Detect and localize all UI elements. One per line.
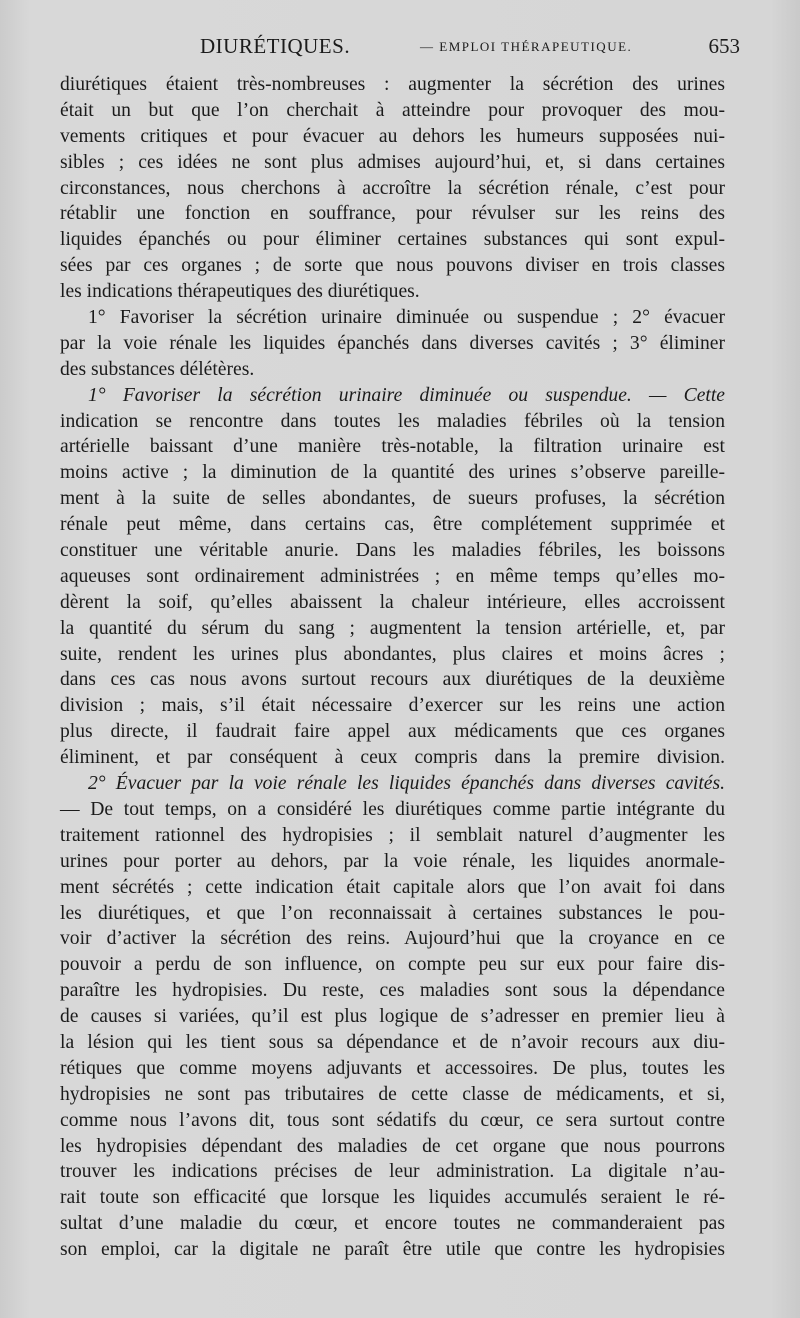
text-line: comme nous l’avons dit, tous sont sédatifs du cœur, ce sera surtout contre [60,1109,725,1131]
text-line: ment sécrétés ; cette indication était capitale alors que l’on avait foi dans [60,876,725,898]
text-line: était un but que l’on cherchait à atteindre pour provoquer des mou- [60,99,725,121]
text-line: indication se rencontre dans toutes les maladies fébriles où la tension [60,410,725,432]
text-line: diurétiques étaient très-nombreuses : augmenter la sécrétion des urines [60,74,725,95]
page-number: 653 [708,34,740,58]
running-title: DIURÉTIQUES. [200,34,351,58]
text-line: plus directe, il faudrait faire appel aux médicaments que ces organes [60,721,725,743]
text-line: hydropisies ne sont pas tributaires de cette classe de médicaments, et si, [60,1083,725,1105]
text-line: paraître les hydropisies. Du reste, ces maladies sont sous la dépendance [60,980,725,1002]
text-line: rétiques que comme moyens adjuvants et accessoires. De plus, toutes les [60,1057,725,1079]
text-line: constituer une véritable anurie. Dans les maladies fébriles, les boissons [60,540,725,562]
text-line: division ; mais, s’il était nécessaire d’exercer sur les reins une action [60,695,725,717]
text-line: rétablir une fonction en souffrance, pour révulser sur les reins des [60,203,725,225]
text-line: circonstances, nous cherchons à accroître la sécrétion rénale, c’est pour [60,177,725,199]
text-line: sultat d’une maladie du cœur, et encore toutes ne commanderaient pas [60,1213,725,1235]
text-line: suite, rendent les urines plus abondantes, plus claires et moins âcres ; [60,643,725,665]
text-line: — De tout temps, on a considéré les diurétiques comme partie intégrante du [60,798,725,820]
text-line: sibles ; ces idées ne sont plus admises aujourd’hui, et, si dans certaines [60,151,725,173]
text-line: les indications thérapeutiques des diurétiques. [60,281,420,303]
running-subtitle: — EMPLOI THÉRAPEUTIQUE. [420,39,633,54]
text-line: liquides épanchés ou pour éliminer certaines substances qui sont expul- [60,229,725,251]
running-header [60,34,740,64]
text-line: la lésion qui les tient sous sa dépendance et de n’avoir recours aux diu- [60,1031,725,1053]
text-line: rait toute son efficacité que lorsque les liquides accumulés seraient le ré- [60,1187,725,1209]
section-heading-1: 1° Favoriser la sécrétion urinaire diminuée ou suspendue. — Cette [88,384,725,406]
text-line: moins active ; la diminution de la quantité des urines s’observe pareille- [60,462,725,484]
text-line: de causes si variées, qu’il est plus logique de s’adresser en premier lieu à [60,1006,725,1028]
text-line: dèrent la soif, qu’elles abaissent la chaleur intérieure, elles accroissent [60,591,725,613]
text-line: son emploi, car la digitale ne paraît être utile que contre les hydropisies [60,1239,725,1261]
text-line: des substances délétères. [60,358,255,380]
text-line: aqueuses sont ordinairement administrées ; en même temps qu’elles mo- [60,565,725,587]
text-line: urines pour porter au dehors, par la voie rénale, les liquides anormale- [60,850,725,872]
body-text [60,72,725,1263]
text-line: sées par ces organes ; de sorte que nous pouvons diviser en trois classes [60,255,725,277]
text-line: les hydropisies dépendant des maladies de cet organe que nous pourrons [60,1135,725,1157]
text-line: traitement rationnel des hydropisies ; il semblait naturel d’augmenter les [60,824,725,846]
text-line: par la voie rénale les liquides épanchés dans diverses cavités ; 3° éliminer [60,332,725,354]
text-line: les diurétiques, et que l’on reconnaissait à certaines substances le pou- [60,902,725,924]
text-line: ment à la suite de selles abondantes, de sueurs profuses, la sécrétion [60,488,725,510]
text-line: trouver les indications précises de leur administration. La digitale n’au- [60,1161,725,1183]
text-line: pouvoir a perdu de son influence, on compte peu sur eux pour faire dis- [60,954,725,976]
text-line: rénale peut même, dans certains cas, être complétement supprimée et [60,514,725,536]
text-line: dans ces cas nous avons surtout recours aux diurétiques de la deuxième [60,669,725,691]
text-line: vements critiques et pour évacuer au dehors les humeurs supposées nui- [60,125,725,147]
text-line: la quantité du sérum du sang ; augmentent la tension artérielle, et, par [60,617,725,639]
text-line: voir d’activer la sécrétion des reins. Aujourd’hui que la croyance en ce [60,928,725,950]
text-line: artérielle baissant d’une manière très-notable, la filtration urinaire est [60,436,725,458]
section-heading-2: 2° Évacuer par la voie rénale les liquides épanchés dans diverses cavités. [88,773,725,795]
text-line: 1° Favoriser la sécrétion urinaire diminuée ou suspendue ; 2° évacuer [88,307,725,329]
text-line: éliminent, et par conséquent à ceux compris dans la premire division. [60,747,725,769]
